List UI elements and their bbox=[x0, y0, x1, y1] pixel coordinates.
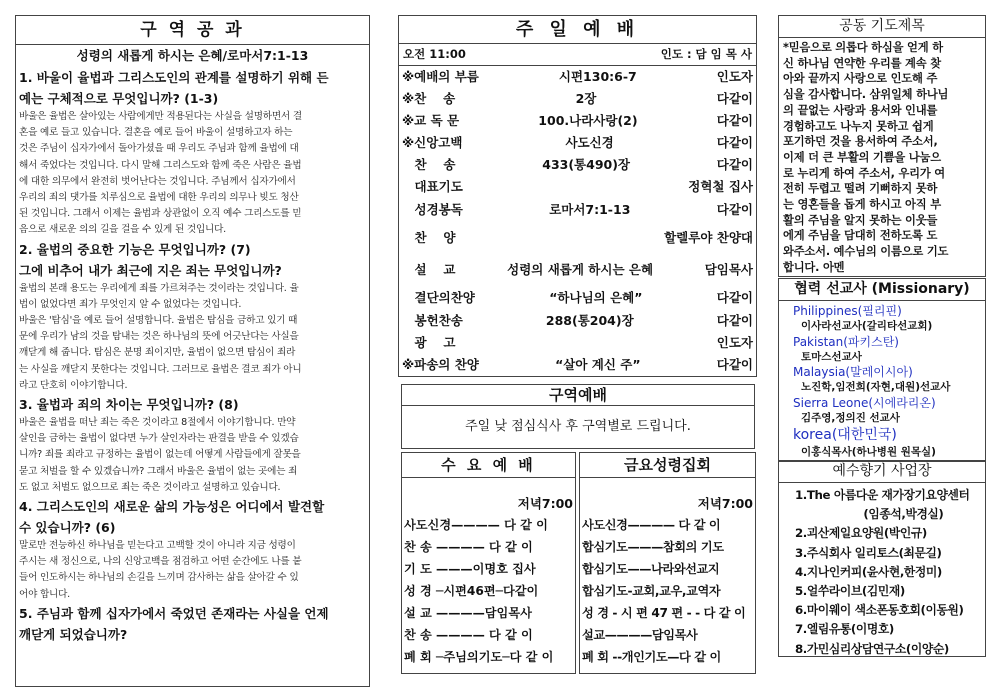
business-item: 8.가민심리상담연구소(이양순) bbox=[795, 641, 949, 656]
service-detail bbox=[463, 176, 688, 198]
business-panel bbox=[778, 460, 986, 657]
service-detail: 성령의 새롭게 하시는 은혜 bbox=[507, 262, 654, 277]
prayer-line: 전히 두렵고 떨려 기뻐하지 못하 bbox=[783, 182, 938, 196]
answer-line: 말로만 전능하신 하나님을 믿는다고 고백할 것이 아니라 지금 성령이 bbox=[19, 540, 296, 552]
service-leader bbox=[705, 376, 753, 377]
service-item: ※찬 송 bbox=[402, 91, 456, 106]
missionary-name: 이홍식목사(하나병원 원목실) bbox=[801, 446, 936, 458]
wednesday-order bbox=[402, 514, 575, 668]
service-item: 찬 송 bbox=[402, 157, 456, 172]
service-leader: 할렐루야 찬양대 bbox=[664, 230, 753, 245]
service-leader: 다같이 bbox=[716, 290, 753, 305]
prayer-line: 로 누리게 하여 주소서, 우리가 여 bbox=[783, 166, 946, 180]
service-leader: 다같이 bbox=[716, 113, 753, 128]
business-list bbox=[779, 483, 985, 657]
answer-line: 바울은 율법을 떠난 죄는 죽은 것이라고 8절에서 이야기합니다. 만약 bbox=[19, 417, 296, 429]
answer-line: 들어 인도하시는 하나님의 손길을 느끼며 감사하는 삶을 살아갈 수 있 bbox=[19, 572, 299, 584]
answer-line: 음으로 새로운 의의 길을 걸을 수 있게 된 것입니다. bbox=[19, 224, 226, 236]
business-item: 1.The 아름다운 재가장기요양센터 bbox=[795, 488, 970, 502]
prayer-line: 심을 감사합니다. 삼위일체 하나님 bbox=[783, 88, 949, 102]
missionary-name: 김주영,정의진 선교사 bbox=[801, 411, 900, 424]
answer-line: 에 대한 의무에서 완전히 벗어난다는 것입니다. 주님께서 십자가에서 bbox=[19, 175, 296, 187]
service-leader: 정혁철 집사 bbox=[688, 179, 753, 194]
friday-service-panel bbox=[579, 452, 756, 674]
prayer-line: 활의 주님을 알지 못하는 이웃들 bbox=[783, 213, 938, 227]
missionary-name: 노진학,임전희(자현,대원)선교사 bbox=[801, 381, 951, 393]
missionary-name: 이사라선교사(갈리타선교회) bbox=[801, 320, 933, 332]
answer-line: 살인을 금하는 율법이 없다면 누가 살인자라는 판결을 받을 수 있겠습 bbox=[19, 433, 299, 445]
answer-line: 주시는 새 정신으로, 나의 신앙고백을 점검하고 어떤 순간에도 나를 붙 bbox=[19, 556, 302, 568]
wednesday-time: 저녁7:00 bbox=[517, 496, 573, 511]
mission-country: Philippines(필리핀) bbox=[793, 304, 902, 318]
sunday-service-panel bbox=[398, 15, 757, 377]
lesson-body bbox=[16, 67, 369, 645]
mission-title: 협력 선교사 (Missionary) bbox=[779, 279, 985, 301]
answer-line: 깨닫게 해 줍니다. 탐심은 분명 죄이지만, 율법이 없으면 탐심이 죄라 bbox=[19, 347, 296, 359]
question-line: 5. 주님과 함께 십자가에서 죽었던 존재라는 사실을 언제 bbox=[19, 605, 329, 621]
district-service-panel bbox=[401, 384, 755, 449]
prayer-line: *믿음으로 의롭다 하심을 얻게 하 bbox=[783, 41, 943, 54]
wednesday-line: 설 교 ————담임목사 bbox=[404, 606, 532, 620]
service-leader: 인도자 bbox=[716, 335, 753, 350]
answer-line: 바울은 '탐심'을 예로 들어 설명합니다. 율법은 탐심을 금하고 있기 때 bbox=[19, 315, 298, 327]
lesson-title: 구 역 공 과 bbox=[16, 16, 369, 45]
answer-line: 묻고 처벌을 할 수 있겠습니까? 그래서 바울은 율법이 없는 곳에는 죄 bbox=[19, 465, 298, 477]
business-item: 2.괴산제일요양원(박인규) bbox=[795, 526, 927, 541]
friday-title: 금요성령집회 bbox=[580, 453, 755, 478]
service-leader: 인도자 bbox=[716, 69, 753, 84]
service-row bbox=[402, 332, 753, 354]
service-row bbox=[402, 354, 753, 376]
friday-line: 합심기도——나라와선교지 bbox=[582, 562, 720, 576]
business-item: 7.엘림유통(이명호) bbox=[795, 622, 894, 637]
sunday-title: 주 일 예 배 bbox=[399, 16, 756, 44]
prayer-text bbox=[779, 38, 985, 276]
service-detail: “살아 계신 주” bbox=[555, 357, 641, 372]
mission-country: korea(대한민국) bbox=[793, 427, 897, 443]
answer-line: 혼을 예로 들고 있습니다. 결혼을 예로 들어 바울이 설명하고자 하는 bbox=[19, 127, 293, 139]
prayer-line: 신 하나님 연약한 우리를 계속 찾 bbox=[783, 56, 941, 70]
service-detail bbox=[456, 222, 665, 254]
service-item: 대표기도 bbox=[402, 179, 463, 194]
wednesday-line: 폐 회 ─주님의기도─다 같 이 bbox=[404, 650, 554, 664]
service-item: 찬 양 bbox=[402, 230, 456, 245]
service-item: 광 고 bbox=[402, 335, 456, 350]
service-row bbox=[402, 222, 753, 254]
question-line: 그에 비추어 내가 최근에 지은 죄는 무엇입니까? bbox=[19, 262, 282, 278]
friday-line: 합심기도-교회,교우,교역자 bbox=[582, 584, 721, 598]
mission-country: Malaysia(말레이시아) bbox=[793, 365, 913, 379]
answer-line: 도 없고 처벌도 없으므로 죄는 죽은 것이라고 설명하고 있습니다. bbox=[19, 481, 281, 493]
answer-line: 는 사실을 깨닫지 못한다는 것입니다. 그러므로 율법은 결코 죄가 아니 bbox=[19, 363, 302, 375]
sunday-leader: 인도 : 담 임 목 사 bbox=[660, 47, 752, 61]
question-line: 깨닫게 되었습니까? bbox=[19, 626, 128, 642]
answer-line: 우리의 죄의 댓가를 치루심으로 율법에 대한 우리의 의무나 빚도 청산 bbox=[19, 192, 299, 204]
missionary-name: 토마스선교사 bbox=[801, 350, 862, 363]
business-item: 4.지나인커피(윤사현,한정미) bbox=[795, 564, 942, 579]
wednesday-title: 수 요 예 배 bbox=[402, 453, 575, 478]
mission-country: Sierra Leone(시에라리온) bbox=[793, 395, 936, 410]
wednesday-line: 성 경 ─시편46편─다같이 bbox=[404, 584, 539, 598]
service-row bbox=[402, 132, 753, 154]
service-item bbox=[402, 376, 455, 377]
friday-line: 성 경 - 시 편 47 편 - - 다 같 이 bbox=[582, 606, 746, 620]
prayer-title: 공동 기도제목 bbox=[779, 16, 985, 38]
missionary-list bbox=[779, 301, 985, 462]
prayer-line: 이제 더 큰 부활의 기쁨을 나눔으 bbox=[783, 150, 941, 164]
wednesday-service-panel bbox=[401, 452, 576, 674]
service-leader: 다같이 bbox=[716, 202, 753, 217]
business-item: (임종석,박경실) bbox=[795, 507, 944, 522]
service-row bbox=[402, 88, 753, 110]
question-line: 4. 그리스도인의 새로운 삶의 가능성은 어디에서 발견할 bbox=[19, 499, 325, 515]
district-title: 구역예배 bbox=[402, 385, 754, 406]
service-detail bbox=[456, 332, 717, 354]
answer-line: 문에 우리가 남의 것을 탐내는 것은 하나님의 뜻에 어긋난다는 사실을 bbox=[19, 331, 299, 343]
service-detail: 288(통204)장 bbox=[545, 313, 634, 328]
service-row bbox=[402, 286, 753, 309]
district-text: 주일 낮 점심식사 후 구역별로 드립니다. bbox=[465, 419, 691, 434]
service-leader: 다같이 bbox=[716, 135, 753, 150]
prayer-line: 아와 끝까지 사랑으로 인도해 주 bbox=[783, 72, 938, 86]
service-item: 성경봉독 bbox=[402, 202, 463, 217]
answer-line: 니까? 죄를 죄라고 규정하는 율법이 없는데 어떻게 사람들에게 잘못을 bbox=[19, 449, 301, 461]
answer-line: 해서 죽었다는 것입니다. 다시 말해 그리스도와 함께 죽은 사람은 율법 bbox=[19, 159, 302, 171]
answer-line: 것은 주님이 십자가에서 돌아가셨을 때 우리도 주님과 함께 율법에 대 bbox=[19, 143, 299, 155]
service-item: 설 교 bbox=[402, 262, 456, 277]
answer-line: 바울은 율법은 살아있는 사람에게만 적용된다는 사실을 설명하면서 결 bbox=[19, 111, 302, 122]
service-detail: 사도신경 bbox=[565, 135, 614, 150]
service-item: 봉헌찬송 bbox=[402, 313, 463, 328]
service-row bbox=[402, 309, 753, 332]
service-leader: 다같이 bbox=[716, 91, 753, 106]
service-detail: “하나님의 은혜” bbox=[549, 290, 643, 305]
friday-line: 사도신경———— 다 같 이 bbox=[582, 518, 721, 532]
service-leader: 다같이 bbox=[716, 157, 753, 172]
lesson-subtitle: 성령의 새롭게 하시는 은혜/로마서7:1-13 bbox=[76, 48, 309, 63]
prayer-line: 경험하고도 나누지 못하고 쉽게 bbox=[783, 119, 934, 133]
service-leader: 다같이 bbox=[716, 357, 753, 372]
answer-line: 율법의 본래 용도는 우리에게 죄를 가르쳐주는 것이라는 것입니다. 율 bbox=[19, 282, 299, 294]
sunday-time: 오전 11:00 bbox=[403, 47, 466, 61]
prayer-line: 합니다. 아멘 bbox=[783, 260, 845, 274]
order-of-service bbox=[399, 66, 756, 377]
prayer-panel bbox=[778, 15, 986, 277]
question-line: 3. 율법과 죄의 차이는 무엇입니까? (8) bbox=[19, 397, 239, 413]
question-line: 2. 율법의 중요한 기능은 무엇입니까? (7) bbox=[19, 241, 251, 257]
service-detail: 로마서7:1-13 bbox=[549, 202, 631, 217]
service-detail bbox=[455, 376, 705, 377]
service-row bbox=[402, 198, 753, 222]
service-item: ※교 독 문 bbox=[402, 113, 460, 128]
service-row bbox=[402, 154, 753, 176]
question-line: 예는 구체적으로 무엇입니까? (1-3) bbox=[19, 91, 219, 106]
service-row bbox=[402, 66, 753, 88]
question-line: 1. 바울이 율법과 그리스도인의 관계를 설명하기 위해 든 bbox=[19, 70, 329, 85]
prayer-line: 는 영혼들을 돕게 하시고 아직 부 bbox=[783, 198, 941, 212]
business-item: 6.마이웨이 색소폰동호회(이동원) bbox=[795, 603, 964, 618]
friday-order bbox=[580, 514, 755, 668]
service-detail: 100.나라사랑(2) bbox=[538, 113, 638, 128]
service-leader: 담임목사 bbox=[704, 262, 753, 277]
business-title: 예수향기 사업장 bbox=[779, 461, 985, 483]
prayer-line: 포기하던 것을 용서하여 주소서, bbox=[783, 135, 938, 149]
answer-line: 라고 단호히 이야기합니다. bbox=[19, 379, 128, 391]
answer-line: 된 것입니다. 그래서 이제는 율법과 상관없이 오직 예수 그리스도를 믿 bbox=[19, 208, 302, 220]
wednesday-line: 찬 송 ———— 다 같 이 bbox=[404, 628, 533, 642]
wednesday-line: 찬 송 ———— 다 같 이 bbox=[404, 540, 533, 554]
service-row bbox=[402, 376, 753, 377]
question-line: 수 있습니까? (6) bbox=[19, 520, 116, 536]
service-detail: 2장 bbox=[575, 91, 597, 106]
mission-country: Pakistan(파키스탄) bbox=[793, 334, 899, 349]
wednesday-line: 사도신경———— 다 같 이 bbox=[404, 518, 548, 532]
service-detail: 433(통490)장 bbox=[542, 157, 631, 172]
service-item: ※예배의 부름 bbox=[402, 69, 479, 84]
service-detail: 시편130:6-7 bbox=[558, 69, 637, 84]
answer-line: 법이 없었다면 죄가 무엇인지 알 수 없었다는 것입니다. bbox=[19, 298, 242, 310]
prayer-line: 의 끝없는 사랑과 용서와 인내를 bbox=[783, 103, 938, 117]
business-item: 3.주식회사 일리토스(최문길) bbox=[795, 545, 942, 560]
prayer-line: 와주소서. 예수님의 이름으로 기도 bbox=[783, 245, 949, 259]
service-item: 결단의찬양 bbox=[402, 290, 475, 305]
lesson-panel bbox=[15, 15, 370, 687]
wednesday-line: 기 도 ———이명호 집사 bbox=[404, 562, 536, 576]
answer-line: 어야 합니다. bbox=[19, 588, 71, 600]
service-item: ※신앙고백 bbox=[402, 135, 463, 150]
service-item: ※파송의 찬양 bbox=[402, 357, 479, 372]
service-row bbox=[402, 176, 753, 198]
prayer-line: 에게 주님을 담대히 전하도록 도 bbox=[783, 229, 938, 243]
friday-line: 폐 회 --개인기도—다 같 이 bbox=[582, 650, 721, 664]
friday-line: 설교————담임목사 bbox=[582, 628, 698, 642]
friday-line: 합심기도———참회의 기도 bbox=[582, 540, 724, 554]
service-row bbox=[402, 254, 753, 286]
business-item: 5.얼쑤라이브(김민재) bbox=[795, 584, 905, 599]
friday-time: 저녁7:00 bbox=[697, 496, 753, 511]
service-leader: 다같이 bbox=[716, 313, 753, 328]
mission-panel bbox=[778, 278, 986, 462]
service-row bbox=[402, 110, 753, 132]
